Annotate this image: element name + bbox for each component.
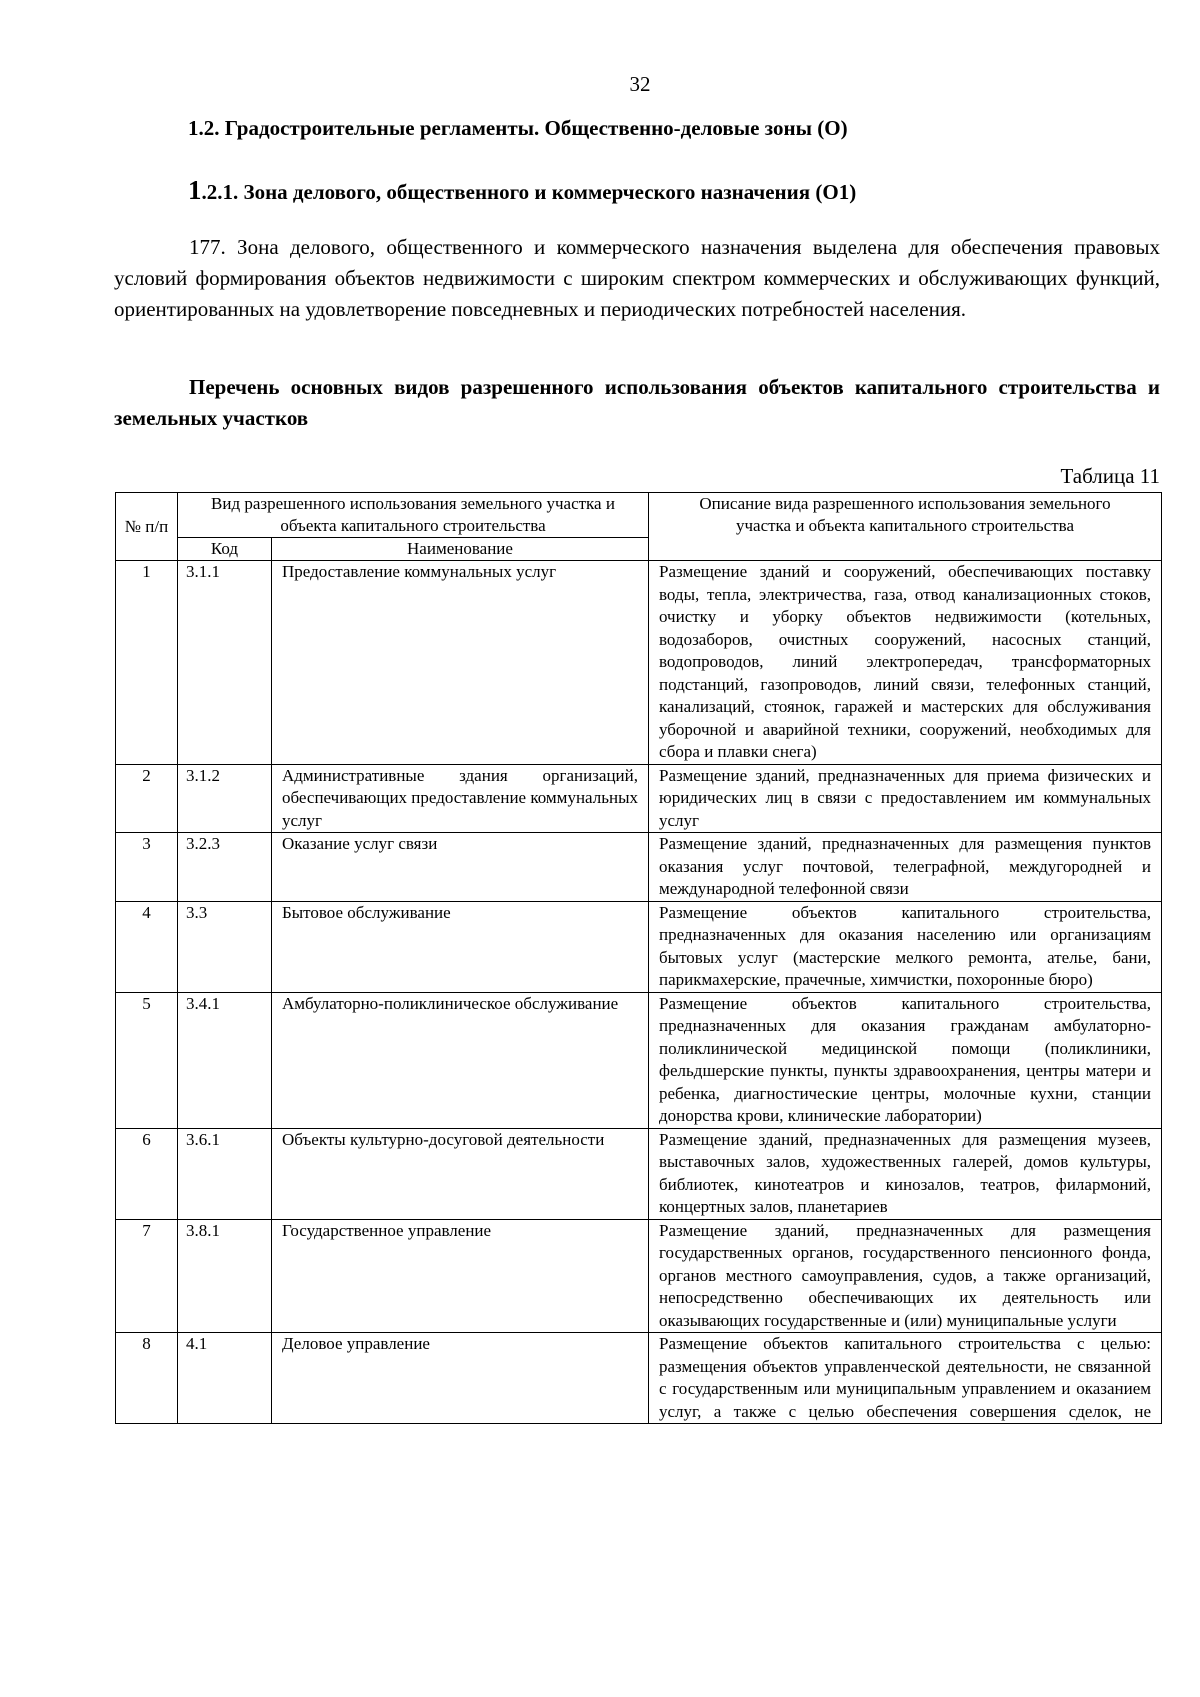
subsection-heading-text: .2.1. Зона делового, общественного и коммерческого назначения (О1) (201, 180, 857, 204)
row-description: Размещение зданий, предназначенных для приема физических и юридических лиц в связи с предоставлением им коммунальных услуг (649, 764, 1162, 833)
row-number: 1 (116, 561, 178, 765)
row-description: Размещение объектов капитального строительства с целью: размещения объектов управленческой деятельности, не связанной с государственным или муниципальным управлением и оказанием услуг, а также с целью обеспечения совершения сделок, не (649, 1333, 1162, 1424)
row-description: Размещение объектов капитального строительства, предназначенных для оказания населению или организациям бытовых услуг (мастерские мелкого ремонта, ателье, бани, парикмахерские, прачечные, химчистки, похоронные бюро) (649, 901, 1162, 992)
header-name: Наименование (272, 538, 649, 561)
table-row (116, 561, 1162, 765)
row-code: 3.2.3 (178, 833, 272, 902)
table-row (116, 1128, 1162, 1219)
row-description: Размещение объектов капитального строительства, предназначенных для оказания гражданам амбулаторно-поликлинической медицинской помощи (поликлиники, фельдшерские пункты, пункты здравоохранения, центры матери и ребенка, диагностические центры, молочные кухни, станции донорства крови, клинические лаборатории) (649, 992, 1162, 1128)
list-heading: Перечень основных видов разрешенного использования объектов капитального строительства и земельных участков (114, 375, 1160, 430)
row-description: Размещение зданий, предназначенных для размещения музеев, выставочных залов, художественных галерей, домов культуры, библиотек, кинотеатров и кинозалов, театров, филармоний, концертных залов, планетариев (649, 1128, 1162, 1219)
row-number: 8 (116, 1333, 178, 1424)
header-code: Код (178, 538, 272, 561)
row-name: Оказание услуг связи (272, 833, 649, 902)
subsection-heading (188, 175, 856, 206)
row-code: 3.1.2 (178, 764, 272, 833)
table-header (116, 493, 1162, 561)
table-row (116, 833, 1162, 902)
row-code: 3.6.1 (178, 1128, 272, 1219)
row-number: 6 (116, 1128, 178, 1219)
table-row (116, 992, 1162, 1128)
table-row (116, 1333, 1162, 1424)
header-use-type-group: Вид разрешенного использования земельного участка и объекта капитального строительства (178, 493, 649, 538)
row-name: Государственное управление (272, 1219, 649, 1333)
row-code: 3.1.1 (178, 561, 272, 765)
row-number: 3 (116, 833, 178, 902)
table-body (116, 561, 1162, 1424)
row-description: Размещение зданий, предназначенных для размещения пунктов оказания услуг почтовой, телеграфной, междугородней и международной телефонной связи (649, 833, 1162, 902)
row-number: 5 (116, 992, 178, 1128)
row-code: 4.1 (178, 1333, 272, 1424)
intro-paragraph: 177. Зона делового, общественного и коммерческого назначения выделена для обеспечения правовых условий формирования объектов недвижимости с широким спектром коммерческих и обслуживающих функций, ориентированных на удовлетворение повседневных и периодических потребностей населения. (114, 235, 1160, 321)
row-code: 3.8.1 (178, 1219, 272, 1333)
row-name: Амбулаторно-поликлиническое обслуживание (272, 992, 649, 1128)
row-name: Бытовое обслуживание (272, 901, 649, 992)
row-name: Деловое управление (272, 1333, 649, 1424)
table-row (116, 764, 1162, 833)
row-name: Объекты культурно-досуговой деятельности (272, 1128, 649, 1219)
row-name: Предоставление коммунальных услуг (272, 561, 649, 765)
section-heading: 1.2. Градостроительные регламенты. Общественно-деловые зоны (О) (188, 116, 848, 140)
header-description: Описание вида разрешенного использования земельного участка и объекта капитального строительства (649, 493, 1162, 561)
row-description: Размещение зданий, предназначенных для размещения государственных органов, государственного пенсионного фонда, органов местного самоуправления, судов, а также организаций, непосредственно обеспечивающих их деятельность или оказывающих государственные и (или) муниципальные услуги (649, 1219, 1162, 1333)
subsection-heading-prefix: 1 (188, 175, 202, 205)
table-row (116, 1219, 1162, 1333)
page-number: 32 (629, 72, 651, 96)
row-name: Административные здания организаций, обеспечивающих предоставление коммунальных услуг (272, 764, 649, 833)
row-number: 2 (116, 764, 178, 833)
row-number: 4 (116, 901, 178, 992)
row-description: Размещение зданий и сооружений, обеспечивающих поставку воды, тепла, электричества, газа, отвод канализационных стоков, очистку и уборку объектов недвижимости (котельных, водозаборов, очистных сооружений, насосных станций, водопроводов, линий электропередач, трансформаторных подстанций, газопроводов, линий связи, телефонных станций, канализаций, стоянок, гаражей и мастерских для обслуживания уборочной и аварийной техники, сооружений, необходимых для сбора и плавки снега) (649, 561, 1162, 765)
header-number: № п/п (116, 493, 178, 561)
permitted-use-table (115, 492, 1162, 1424)
row-code: 3.3 (178, 901, 272, 992)
row-number: 7 (116, 1219, 178, 1333)
table-row (116, 901, 1162, 992)
table-caption: Таблица 11 (1060, 464, 1160, 488)
row-code: 3.4.1 (178, 992, 272, 1128)
table-header-row (116, 493, 1162, 538)
